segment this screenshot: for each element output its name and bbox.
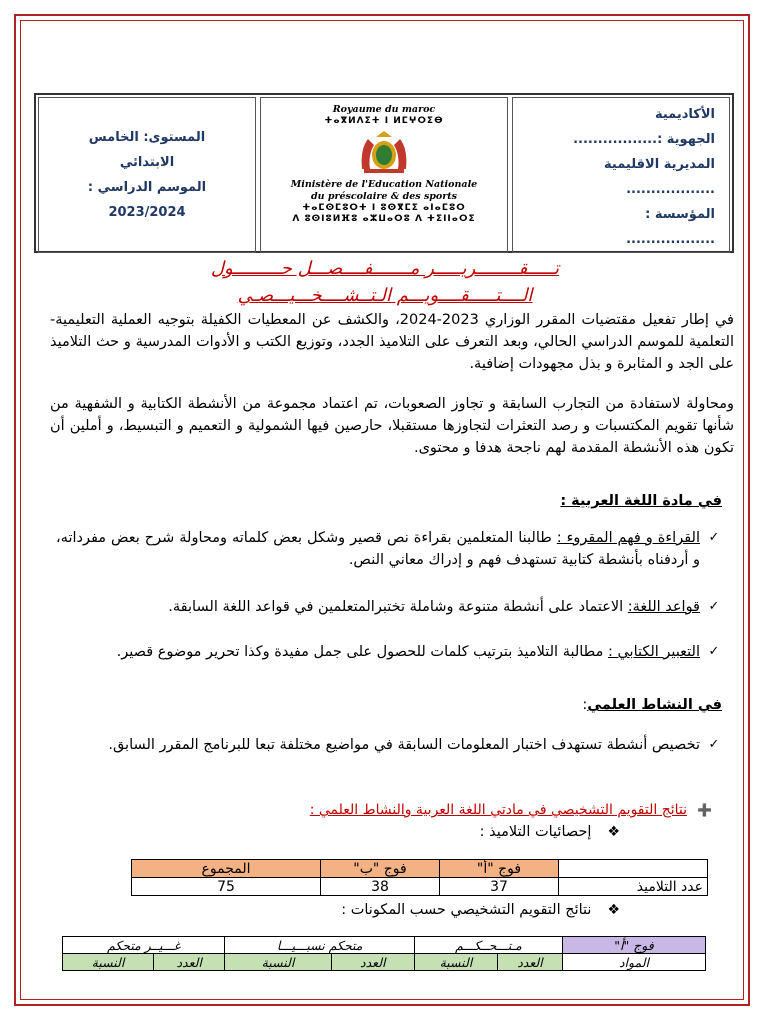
writing-label: التعبير الكتابي : (607, 644, 700, 660)
list-item (56, 527, 728, 571)
diamond-bullet-icon: ❖ (607, 824, 620, 840)
kingdom-tifinagh: ⵜⴰⴳⵍⴷⵉⵜ ⵏ ⵍⵎⵖⵔⵉⴱ (324, 116, 444, 126)
grammar-text: الاعتماد على أنشطة متنوعة وشاملة تختبرالمتعلمين في قواعد اللغة السابقة. (168, 599, 628, 615)
stats-subheading (480, 824, 620, 840)
season-label: الموسم الدراسي : (87, 180, 207, 195)
intro-paragraph-1 (50, 309, 734, 375)
results-heading-text: نتائج التقويم التشخيصي في مادتي اللغة العربية والنشاط العلمي : (309, 802, 688, 818)
science-section-heading (582, 697, 722, 713)
level-value: الخامس (88, 130, 139, 145)
table-cell: النسبة (225, 954, 331, 971)
table-cell: العدد (153, 954, 224, 971)
table-cell: 38 (321, 878, 440, 896)
directorate-dots: .................. (626, 182, 715, 197)
directorate-label: المديرية الاقليمية (604, 157, 715, 172)
components-subheading-text: نتائج التقويم التشخيصي حسب المكونات : (341, 902, 592, 918)
level-value-2: الابتدائي (119, 155, 175, 170)
arabic-section-heading (560, 493, 722, 509)
header-table (34, 93, 734, 253)
academy-label: الأكاديمية (654, 107, 715, 122)
stats-table (131, 859, 708, 896)
science-heading-text: في النشاط العلمي (587, 697, 722, 713)
level-line (89, 125, 205, 150)
science-heading-colon: : (582, 697, 588, 713)
table-row-label: المواد (563, 954, 706, 971)
ministry-tifinagh-2: ⴷ ⵓⵙⵏⵓⵍⴼⵓ ⴰⵣⵡⴰⵔⵓ ⴷ ⵜⵉⵏⵏⴰⵔⵉ (292, 214, 476, 224)
report-title-line2: الــــتـــــقــــويـــم الـتــشــــخـــيـــصـي (237, 285, 533, 306)
list-item (56, 596, 728, 618)
results-heading (310, 802, 712, 818)
list-item-text (56, 527, 700, 571)
report-title-line1: تـــــقــــــــريـــــر مـــــــفــــصـــل حـــــــــول (210, 258, 560, 279)
table-header-row (63, 937, 706, 954)
list-item (56, 734, 728, 756)
ministry-fr-2: du préscolaire & des sports (310, 191, 458, 202)
emblem-icon (354, 129, 414, 175)
stats-subheading-text: إحصائيات التلاميذ : (479, 824, 592, 840)
arabic-heading-text: في مادة اللغة العربية : (560, 493, 722, 509)
diamond-bullet-icon: ❖ (607, 902, 620, 918)
checkmark-icon: ✓ (708, 599, 720, 614)
institution-label: المؤسسة : (645, 207, 715, 222)
header-academy-cell (512, 97, 730, 253)
table-row (132, 878, 708, 896)
science-item-text: تخصيص أنشطة تستهدف اختبار المعلومات السابقة في مواضيع مختلفة تبعا للبرنامج المقرر السابق. (108, 737, 700, 753)
table-header-row (132, 860, 708, 878)
table-cell: النسبة (63, 954, 154, 971)
header-level-cell (38, 97, 256, 253)
table-header-cell: المجموع (132, 860, 321, 878)
table-header-cell: فوج "أ" (563, 937, 706, 954)
intro-paragraph-2 (50, 393, 734, 459)
list-item-text (56, 596, 700, 618)
regional-label: الجهوية :................. (573, 132, 715, 147)
list-item (56, 641, 728, 663)
header-ministry-cell (260, 97, 508, 253)
intro-paragraph-1-text: في إطار تفعيل مقتضيات المقرر الوزاري 2023-2024، والكشف عن المعطيات الكفيلة بتوجيه العملية التعليمية-التعلمية للموسم الدراسي الحالي، وبعد التعرف على التلاميذ الجدد، وتوزيع الكتب و الأدوات المدرسية و حث التلاميذ على الجد و المثابرة و بذل مجهودات إضافية. (50, 312, 734, 372)
writing-text: مطالبة التلاميذ بترتيب كلمات للحصول على جمل مفيدة وكذا تحرير موضوع قصير. (116, 644, 608, 660)
list-item-text (56, 641, 700, 663)
table-cell: النسبة (414, 954, 497, 971)
checkmark-icon: ✓ (708, 530, 720, 545)
table-cell: العدد (331, 954, 414, 971)
components-table (62, 936, 706, 971)
table-header-cell: فوج "أ" (440, 860, 559, 878)
kingdom-fr: Royaume du maroc (332, 104, 436, 115)
table-header-cell: متحكم نسبـــيـــا (225, 937, 415, 954)
table-cell: 37 (440, 878, 559, 896)
components-subheading (341, 902, 620, 918)
table-row-label: عدد التلاميذ (559, 878, 708, 896)
reading-text: طالبنا المتعلمين بقراءة نص قصير وشكل بعض كلماته ومحاولة شرح بعض مفرداته، و أردفناه بأنشطة كتابية تستهدف فهم و إدراك معاني النص. (56, 530, 700, 568)
table-cell: 75 (132, 878, 321, 896)
table-cell: العدد (497, 954, 562, 971)
table-header-cell: غـــيــر متحكم (63, 937, 225, 954)
grammar-label: قواعد اللغة: (627, 599, 700, 615)
intro-paragraph-2-text: ومحاولة لاستفادة من التجارب السابقة و تجاوز الصعوبات، تم اعتماد مجموعة من الأنشطة الكتابية و الشفهية من شأنها تقويم المكتسبات و رصد التعثرات لتجاوزها مستقبلا، حارصين فيها الشمولية و التعميم و التبسيط، و أملين أن تكون هذه الأنشطة المقدمة لهم ناجحة هدفا و محتوى. (50, 396, 734, 456)
table-row (63, 954, 706, 971)
level-label: المستوى: (143, 130, 206, 145)
checkmark-icon: ✓ (708, 644, 720, 659)
ministry-fr-1: Ministère de l'Education Nationale (290, 179, 478, 190)
ministry-tifinagh-1: ⵜⴰⵎⵙⵎⵓⵔⵜ ⵏ ⵓⵙⴳⵎⵉ ⴰⵏⴰⵎⵓⵔ (302, 203, 466, 213)
table-header-cell: مـتـــحــكـــم (414, 937, 562, 954)
table-header-cell: فوج "ب" (321, 860, 440, 878)
reading-label: القراءة و فهم المقروء : (556, 530, 700, 546)
arrow-bullet-icon: ➕ (697, 803, 712, 817)
season-value: 2023/2024 (108, 205, 186, 220)
table-header-cell (559, 860, 708, 878)
checkmark-icon: ✓ (708, 737, 720, 752)
institution-dots: .................. (626, 232, 715, 247)
